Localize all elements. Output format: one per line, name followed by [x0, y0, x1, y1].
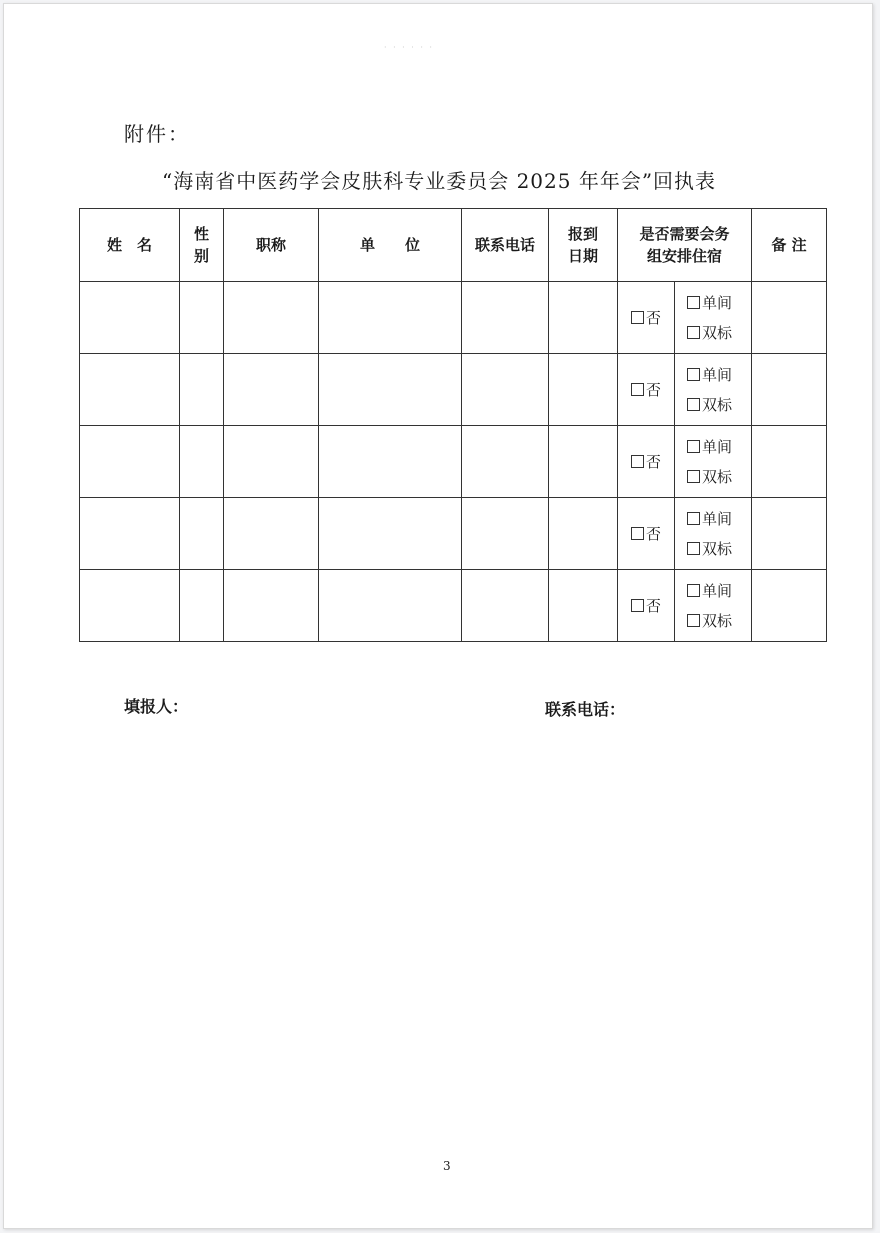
cell-gender[interactable] — [180, 426, 224, 498]
cell-arrival-date[interactable] — [549, 282, 618, 354]
lodging-room-options — [675, 570, 752, 642]
cell-name[interactable] — [80, 498, 180, 570]
checkbox-double[interactable] — [687, 470, 700, 483]
cell-name[interactable] — [80, 570, 180, 642]
col-header-unit: 单 位 — [319, 209, 462, 282]
page-number: 3 — [443, 1159, 451, 1173]
attachment-label: 附件： — [124, 122, 190, 146]
cell-gender[interactable] — [180, 354, 224, 426]
col-header-remarks: 备 注 — [752, 209, 827, 282]
table-row — [80, 570, 827, 642]
cell-title[interactable] — [224, 498, 319, 570]
document-page — [3, 3, 873, 1229]
checkbox-single[interactable] — [687, 368, 700, 381]
cell-remarks[interactable] — [752, 282, 827, 354]
lodging-room-options — [675, 354, 752, 426]
lodging-single-option[interactable]: 单间 — [687, 288, 751, 318]
header-mark: · · · · · · — [384, 43, 434, 52]
cell-title[interactable] — [224, 570, 319, 642]
cell-unit[interactable] — [319, 426, 462, 498]
col-header-gender: 性 别 — [180, 209, 224, 282]
checkbox-single[interactable] — [687, 296, 700, 309]
lodging-no-option[interactable]: 否 — [618, 282, 675, 354]
cell-unit[interactable] — [319, 498, 462, 570]
cell-title[interactable] — [224, 354, 319, 426]
checkbox-double[interactable] — [687, 326, 700, 339]
cell-title[interactable] — [224, 282, 319, 354]
cell-remarks[interactable] — [752, 570, 827, 642]
cell-arrival-date[interactable] — [549, 354, 618, 426]
lodging-double-option[interactable]: 双标 — [687, 390, 751, 420]
cell-remarks[interactable] — [752, 354, 827, 426]
cell-name[interactable] — [80, 282, 180, 354]
lodging-single-option[interactable]: 单间 — [687, 576, 751, 606]
cell-phone[interactable] — [462, 426, 549, 498]
checkbox-double[interactable] — [687, 398, 700, 411]
cell-title[interactable] — [224, 426, 319, 498]
table-row — [80, 354, 827, 426]
cell-phone[interactable] — [462, 282, 549, 354]
lodging-room-options — [675, 498, 752, 570]
lodging-no-option[interactable]: 否 — [618, 498, 675, 570]
footer-phone-label: 联系电话： — [545, 700, 626, 719]
cell-arrival-date[interactable] — [549, 498, 618, 570]
checkbox-single[interactable] — [687, 584, 700, 597]
checkbox-single[interactable] — [687, 512, 700, 525]
cell-arrival-date[interactable] — [549, 426, 618, 498]
col-header-phone: 联系电话 — [462, 209, 549, 282]
cell-remarks[interactable] — [752, 498, 827, 570]
table-row — [80, 498, 827, 570]
lodging-single-option[interactable]: 单间 — [687, 360, 751, 390]
lodging-double-option[interactable]: 双标 — [687, 606, 751, 636]
cell-name[interactable] — [80, 354, 180, 426]
lodging-single-option[interactable]: 单间 — [687, 504, 751, 534]
cell-unit[interactable] — [319, 354, 462, 426]
cell-unit[interactable] — [319, 282, 462, 354]
lodging-no-option[interactable]: 否 — [618, 570, 675, 642]
cell-phone[interactable] — [462, 570, 549, 642]
cell-name[interactable] — [80, 426, 180, 498]
checkbox-no[interactable] — [631, 383, 644, 396]
checkbox-no[interactable] — [631, 527, 644, 540]
cell-unit[interactable] — [319, 570, 462, 642]
cell-gender[interactable] — [180, 570, 224, 642]
form-title: “海南省中医药学会皮肤科专业委员会 2025 年年会”回执表 — [162, 169, 717, 193]
table-row — [80, 426, 827, 498]
col-header-arrival-date: 报到 日期 — [549, 209, 618, 282]
col-header-title: 职称 — [224, 209, 319, 282]
table-header-row — [80, 209, 827, 282]
checkbox-double[interactable] — [687, 614, 700, 627]
filler-label: 填报人： — [124, 697, 189, 716]
cell-phone[interactable] — [462, 354, 549, 426]
lodging-single-option[interactable]: 单间 — [687, 432, 751, 462]
checkbox-double[interactable] — [687, 542, 700, 555]
cell-phone[interactable] — [462, 498, 549, 570]
col-header-lodging: 是否需要会务 组安排住宿 — [618, 209, 752, 282]
cell-arrival-date[interactable] — [549, 570, 618, 642]
receipt-table — [79, 208, 827, 642]
checkbox-no[interactable] — [631, 599, 644, 612]
lodging-double-option[interactable]: 双标 — [687, 534, 751, 564]
lodging-room-options — [675, 282, 752, 354]
checkbox-no[interactable] — [631, 311, 644, 324]
lodging-double-option[interactable]: 双标 — [687, 462, 751, 492]
lodging-room-options — [675, 426, 752, 498]
table-row — [80, 282, 827, 354]
col-header-name: 姓 名 — [80, 209, 180, 282]
lodging-double-option[interactable]: 双标 — [687, 318, 751, 348]
lodging-no-option[interactable]: 否 — [618, 426, 675, 498]
checkbox-no[interactable] — [631, 455, 644, 468]
lodging-no-option[interactable]: 否 — [618, 354, 675, 426]
cell-gender[interactable] — [180, 498, 224, 570]
checkbox-single[interactable] — [687, 440, 700, 453]
cell-gender[interactable] — [180, 282, 224, 354]
cell-remarks[interactable] — [752, 426, 827, 498]
